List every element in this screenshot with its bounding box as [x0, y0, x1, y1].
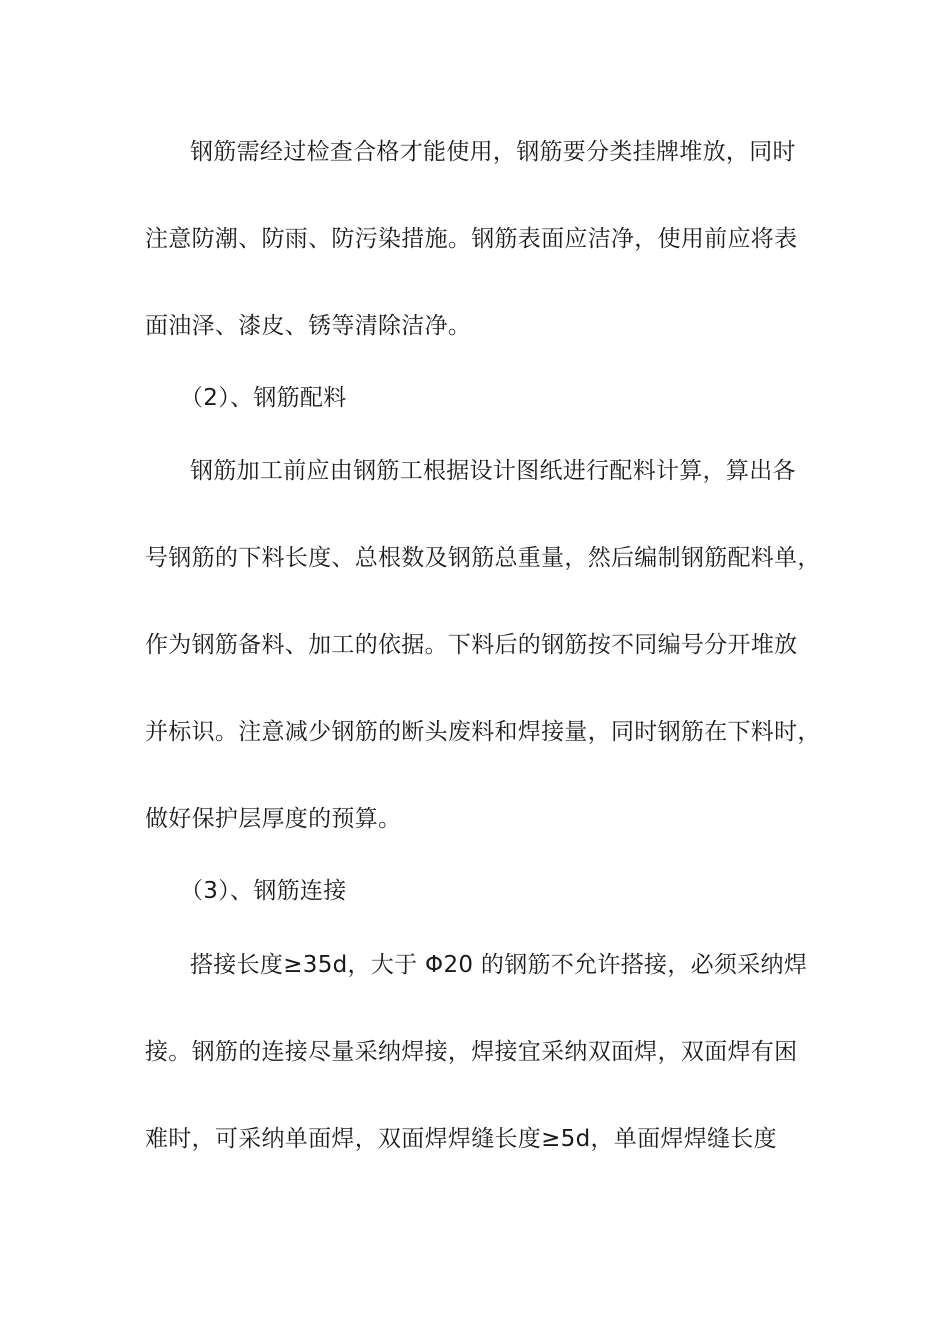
paragraph-2-line-1: 钢筋加工前应由钢筋工根据设计图纸进行配料计算，算出各 [190, 458, 796, 484]
section-heading-3: （3）、钢筋连接 [180, 878, 347, 904]
paragraph-2-line-4: 并标识。注意减少钢筋的断头废料和焊接量，同时钢筋在下料时， [145, 719, 821, 745]
paragraph-1-line-3: 面油泽、漆皮、锈等清除洁净。 [145, 313, 472, 339]
paragraph-2-line-5: 做好保护层厚度的预算。 [145, 806, 402, 832]
paragraph-2-line-2: 号钢筋的下料长度、总根数及钢筋总重量，然后编制钢筋配料单， [145, 545, 821, 571]
paragraph-1-line-2: 注意防潮、防雨、防污染措施。钢筋表面应洁净，使用前应将表 [145, 226, 798, 252]
paragraph-3-line-2: 接。钢筋的连接尽量采纳焊接，焊接宜采纳双面焊，双面焊有困 [145, 1039, 798, 1065]
paragraph-1-line-1: 钢筋需经过检查合格才能使用，钢筋要分类挂牌堆放，同时 [190, 139, 796, 165]
paragraph-2-line-3: 作为钢筋备料、加工的依据。下料后的钢筋按不同编号分开堆放 [145, 632, 798, 658]
section-heading-2: （2）、钢筋配料 [180, 385, 347, 411]
paragraph-3-line-1: 搭接长度≥35d，大于 Φ20 的钢筋不允许搭接，必须采纳焊 [190, 952, 808, 978]
paragraph-3-line-3: 难时，可采纳单面焊，双面焊焊缝长度≥5d，单面焊焊缝长度 [145, 1126, 777, 1152]
